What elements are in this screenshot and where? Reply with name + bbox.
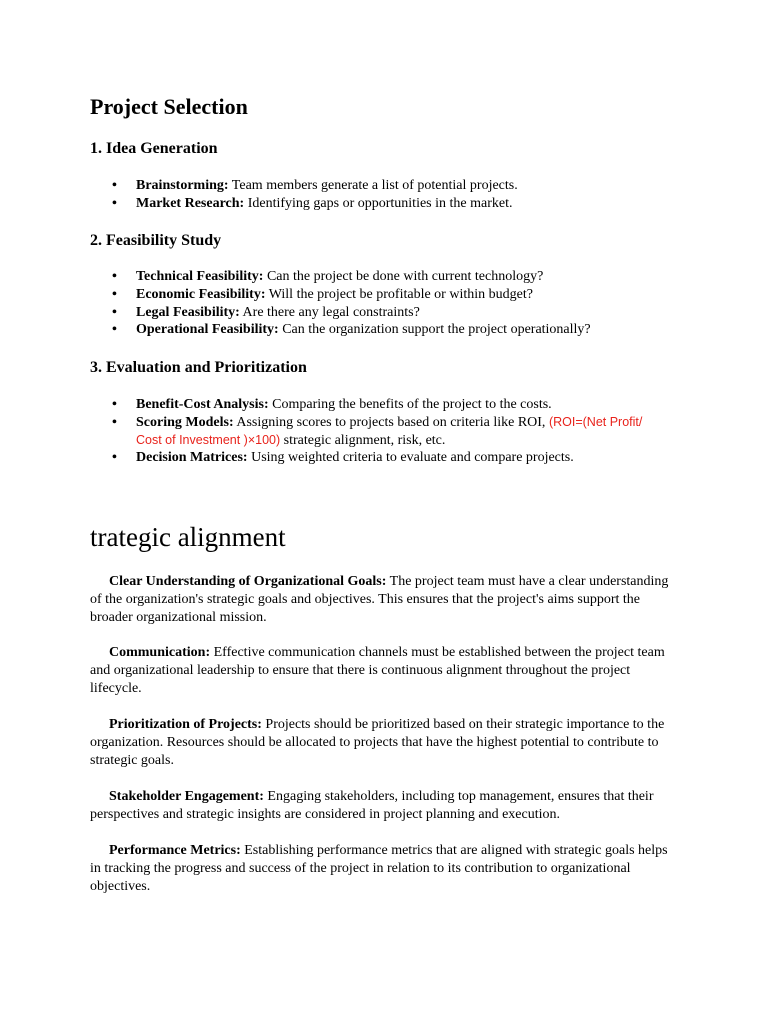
paragraph-text: Engaging stakeholders, including top management, ensures that their perspectives and strategic insights are considered in project planning and execution.: [90, 789, 654, 822]
bullet-icon: •: [112, 322, 117, 338]
list-item: [90, 449, 690, 467]
strategic-alignment-heading: trategic alignment: [90, 522, 286, 552]
roi-formula-note-continued: Cost of Investment )×100): [136, 432, 281, 447]
item-text: Can the organization support the project operationally?: [278, 322, 591, 338]
bullet-icon: •: [112, 304, 117, 320]
paragraph-communication: [90, 644, 680, 697]
list-item: [90, 177, 690, 195]
item-text: Team members generate a list of potential projects.: [228, 178, 518, 193]
bullet-icon: •: [112, 397, 117, 412]
paragraph-term: Performance Metrics:: [109, 843, 241, 858]
list-item: [90, 286, 690, 304]
section-heading-evaluation-prioritization: 3. Evaluation and Prioritization: [90, 359, 307, 376]
item-text: Assigning scores to projects based on criteria like ROI,: [233, 414, 549, 430]
bullet-icon: •: [112, 286, 117, 302]
section-heading-feasibility-study: 2. Feasibility Study: [90, 232, 222, 249]
evaluation-list: [90, 396, 690, 467]
item-text-continued: strategic alignment, risk, etc.: [280, 432, 446, 448]
paragraph-term: Stakeholder Engagement:: [109, 789, 264, 804]
item-text: Identifying gaps or opportunities in the market.: [244, 195, 513, 211]
paragraph-organizational-goals: [90, 573, 680, 626]
item-text: Using weighted criteria to evaluate and compare projects.: [247, 450, 574, 466]
paragraph-text: The project team must have a clear understanding of the organization's strategic goals and objectives. This ensures that the project's aims support the broader organizational mission.: [90, 574, 669, 625]
item-term: Scoring Models:: [136, 414, 234, 430]
list-item: [90, 304, 690, 322]
bullet-icon: •: [112, 450, 117, 466]
paragraph-performance-metrics: [90, 842, 680, 895]
paragraph-term: Clear Understanding of Organizational Goals:: [109, 574, 387, 589]
section-heading-idea-generation: 1. Idea Generation: [90, 140, 218, 157]
idea-generation-list: [90, 177, 690, 213]
item-term: Benefit-Cost Analysis:: [136, 397, 269, 412]
bullet-icon: •: [112, 178, 117, 193]
feasibility-study-list: [90, 268, 690, 339]
paragraph-text: Projects should be prioritized based on their strategic importance to the organization. Resources should be allocated to projects that have the highest potential to contribute to strategic goals.: [90, 717, 665, 768]
item-term: Market Research:: [136, 195, 245, 211]
item-text: Will the project be profitable or within budget?: [265, 286, 533, 302]
paragraph-term: Communication:: [109, 645, 211, 660]
bullet-icon: •: [112, 269, 117, 284]
item-term: Brainstorming:: [136, 178, 229, 193]
list-item: [90, 268, 690, 286]
item-text: Can the project be done with current technology?: [263, 269, 544, 284]
list-item: [90, 321, 690, 339]
item-term: Operational Feasibility:: [136, 322, 279, 338]
paragraph-prioritization: [90, 716, 680, 769]
list-item: [90, 414, 690, 450]
paragraph-term: Prioritization of Projects:: [109, 717, 262, 732]
paragraph-text: Effective communication channels must be established between the project team and organizational leadership to ensure that there is continuous alignment throughout the project lifecycle.: [90, 645, 665, 696]
page-title: Project Selection: [90, 94, 248, 119]
list-item: [90, 195, 690, 213]
item-term: Technical Feasibility:: [136, 269, 264, 284]
item-term: Decision Matrices:: [136, 450, 248, 466]
item-text: Comparing the benefits of the project to the costs.: [268, 397, 552, 412]
bullet-icon: •: [112, 195, 117, 211]
item-term: Legal Feasibility:: [136, 304, 240, 320]
list-item: [90, 396, 690, 414]
item-text: Are there any legal constraints?: [239, 304, 420, 320]
paragraph-stakeholder-engagement: [90, 788, 680, 824]
paragraph-text: Establishing performance metrics that are aligned with strategic goals helps in tracking the progress and success of the project in relation to its contribution to organizational objectives.: [90, 843, 668, 894]
item-term: Economic Feasibility:: [136, 286, 266, 302]
bullet-icon: •: [112, 414, 117, 430]
roi-formula-note: (ROI=(Net Profit/: [548, 414, 643, 429]
